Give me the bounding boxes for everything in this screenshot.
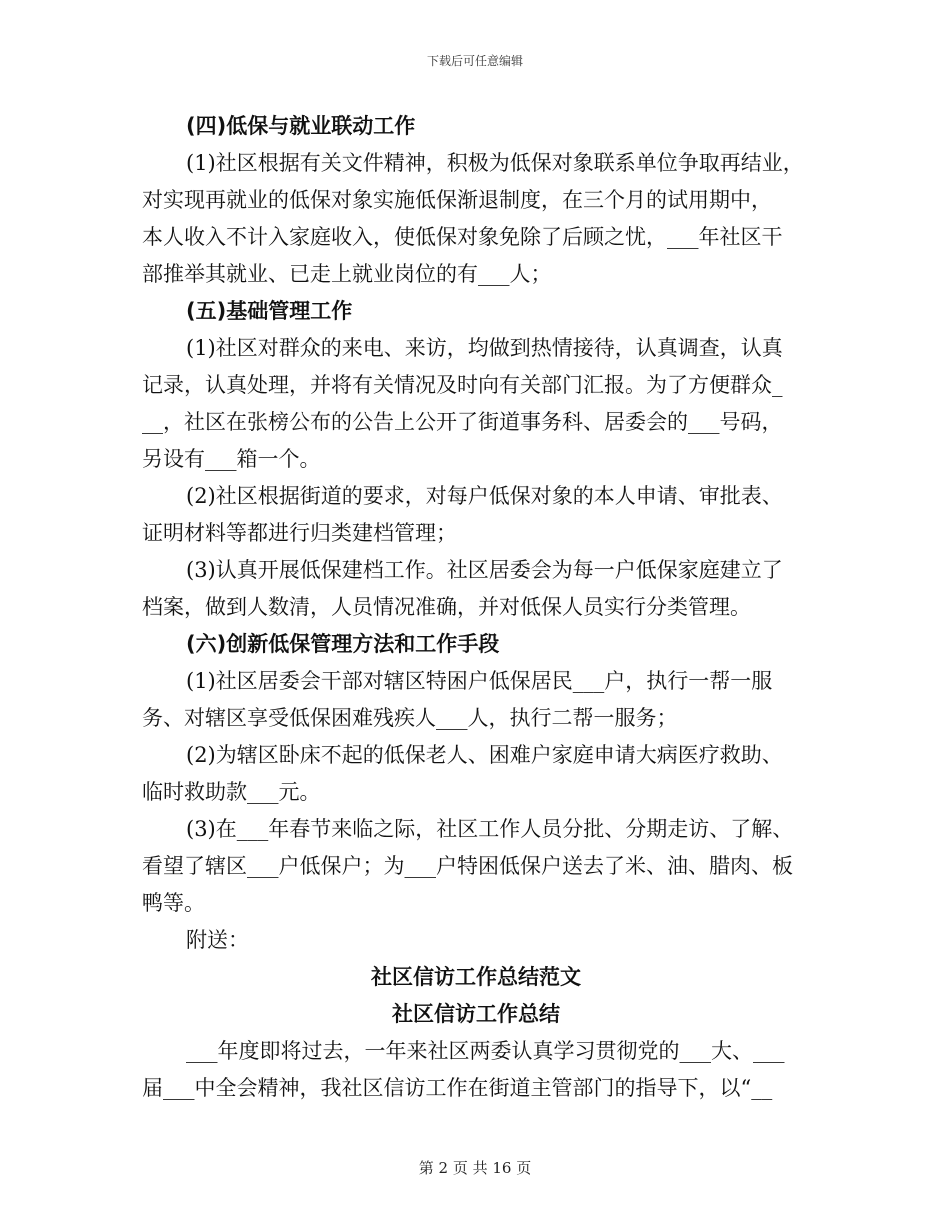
- text-line: 附送：: [186, 928, 249, 952]
- page-footer: 第 2 页 共 16 页: [418, 1159, 532, 1177]
- text-line: (2)社区根据街道的要求，对每户低保对象的本人申请、审批表、: [186, 484, 783, 508]
- text-line: (3)认真开展低保建档工作。社区居委会为每一户低保家庭建立了: [186, 558, 783, 582]
- text-line: ___年度即将过去，一年来社区两委认真学习贯彻党的___大、___: [186, 1039, 785, 1063]
- text-line: 务、对辖区享受低保困难残疾人___人，执行二帮一服务；: [142, 706, 678, 730]
- text-line: (1)社区居委会干部对辖区特困户低保居民___户，执行一帮一服: [186, 669, 773, 693]
- document-title: 社区信访工作总结范文: [371, 965, 581, 989]
- text-line: 部推举其就业、已走上就业岗位的有___人；: [142, 262, 552, 286]
- text-line: 另设有___箱一个。: [142, 447, 321, 471]
- text-line: 本人收入不计入家庭收入，使低保对象免除了后顾之忧，___年社区干: [142, 225, 783, 249]
- section-heading: (六)创新低保管理方法和工作手段: [186, 632, 500, 656]
- text-line: (1)社区根据有关文件精神，积极为低保对象联系单位争取再结业，: [186, 151, 804, 175]
- text-line: 对实现再就业的低保对象实施低保渐退制度，在三个月的试用期中，: [142, 188, 772, 212]
- text-line: __，社区在张榜公布的公告上公开了街道事务科、居委会的___号码，: [142, 410, 783, 434]
- section-heading: (四)低保与就业联动工作: [186, 114, 416, 138]
- document-body: [142, 108, 810, 1107]
- page-header: 下载后可任意编辑: [426, 54, 523, 68]
- text-line: 届___中全会精神，我社区信访工作在街道主管部门的指导下，以“__: [142, 1076, 773, 1100]
- text-line: (1)社区对群众的来电、来访，均做到热情接待，认真调查，认真: [186, 336, 783, 360]
- text-line: 临时救助款___元。: [142, 780, 321, 804]
- text-line: 鸭等。: [142, 891, 205, 915]
- section-heading: (五)基础管理工作: [186, 299, 353, 323]
- text-line: (3)在___年春节来临之际，社区工作人员分批、分期走访、了解、: [186, 817, 794, 841]
- text-line: (2)为辖区卧床不起的低保老人、困难户家庭申请大病医疗救助、: [186, 743, 783, 767]
- text-line: 记录，认真处理，并将有关情况及时向有关部门汇报。为了方便群众_: [142, 373, 783, 397]
- text-line: 看望了辖区___户低保户；为___户特困低保户送去了米、油、腊肉、板: [142, 854, 793, 878]
- document-title: 社区信访工作总结: [392, 1002, 560, 1026]
- text-line: 档案，做到人数清，人员情况准确，并对低保人员实行分类管理。: [142, 595, 751, 619]
- text-line: 证明材料等都进行归类建档管理；: [142, 521, 457, 545]
